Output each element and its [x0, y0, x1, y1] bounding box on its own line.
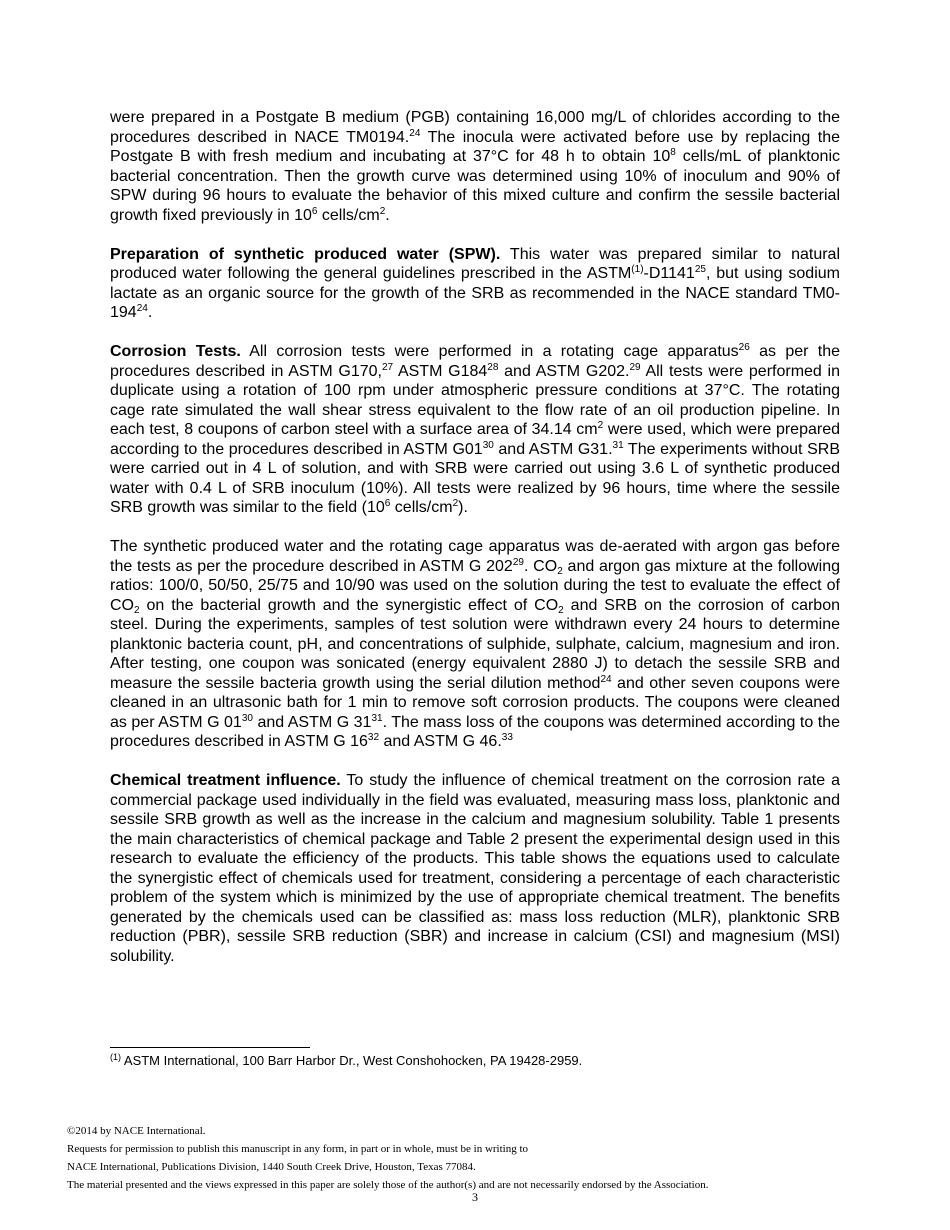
text-run: The experiments without SRB were carried out in 4 L of solution, and with SRB were carried out using 3.6 L of synthetic produced water with 0.4 L of SRB inoculum (10%). All tests were realized by 96 hours, time where the sessile SRB growth was similar to the field (10	[110, 440, 840, 516]
section-heading-corrosion-tests: Corrosion Tests.	[110, 343, 241, 360]
disclaimer-line: The material presented and the views expressed in this paper are solely those of the author(s) and are not necessarily endorsed by the Association.	[67, 1179, 709, 1191]
citation-superscript: 24	[409, 127, 421, 139]
text-run: cells/mL of planktonic bacterial concentration. Then the growth curve was determined using 10% of inoculum and 90% of SPW during 96 hours to evaluate the behavior of this mixed culture and confirm the sessile bacterial growth fixed previously in 10	[110, 148, 841, 224]
citation-superscript: 29	[629, 361, 641, 373]
copyright-block	[67, 1122, 883, 1194]
chemical-subscript: 2	[557, 565, 563, 577]
text-run: . CO	[523, 557, 558, 575]
text-run: .	[147, 304, 153, 321]
copyright-line: ©2014 by NACE International.	[67, 1125, 206, 1137]
footnote	[110, 1052, 840, 1070]
citation-superscript: 30	[482, 439, 494, 451]
permission-line: Requests for permission to publish this manuscript in any form, in part or in whole, must be in writing to	[67, 1143, 529, 1155]
citation-superscript: 31	[371, 712, 383, 724]
footnote-text: ASTM International, 100 Barr Harbor Dr., West Conshohocken, PA 19428-2959.	[121, 1053, 583, 1068]
citation-superscript: 31	[612, 439, 624, 451]
text-run: ASTM G184	[393, 362, 488, 380]
text-run: on the bacterial growth and the synergistic effect of CO	[139, 596, 559, 614]
footnote-divider	[110, 1047, 310, 1048]
text-run: . The mass loss of the coupons was determined according to the procedures described in ASTM G 16	[110, 713, 841, 750]
text-run: as per the procedures described in ASTM G170,	[110, 343, 841, 380]
section-heading-spw: Preparation of synthetic produced water (SPW).	[110, 245, 501, 263]
text-run: ).	[458, 499, 468, 516]
citation-superscript: 33	[501, 732, 513, 743]
document-body	[110, 108, 840, 986]
exponent-superscript: 8	[670, 147, 676, 158]
address-line: NACE International, Publications Division, 1440 South Creek Drive, Houston, Texas 77084.	[67, 1161, 476, 1173]
text-run: , but using sodium lactate as an organic source for the growth of the SRB as recommended in the NACE standard TM0-194	[110, 265, 840, 321]
citation-superscript: 24	[136, 303, 148, 314]
text-run: cells/cm	[390, 499, 453, 516]
citation-superscript: 29	[512, 556, 524, 568]
text-run: and argon gas mixture at the following ratios: 100/0, 50/50, 25/75 and 10/90 was used on the solution during the test to evaluate the effect of CO	[110, 557, 841, 614]
chemical-subscript: 2	[134, 604, 140, 616]
citation-superscript: 24	[600, 673, 612, 685]
citation-superscript: 32	[367, 732, 380, 743]
paragraph-corrosion-tests	[110, 342, 840, 518]
citation-superscript: 30	[241, 712, 253, 724]
exponent-superscript: 2	[597, 420, 604, 431]
paragraph-inocula	[110, 108, 840, 225]
exponent-superscript: 6	[311, 205, 318, 217]
text-run: All corrosion tests were performed in a rotating cage apparatus	[240, 343, 739, 360]
paragraph-deaeration	[110, 537, 840, 752]
text-run: The synthetic produced water and the rotating cage apparatus was de-aerated with argon gas before the tests as per the procedure described in ASTM G 202	[110, 538, 840, 575]
citation-superscript: 28	[487, 361, 499, 373]
text-run: -D1141	[643, 265, 695, 282]
footnote-marker: (1)	[110, 1052, 121, 1062]
chemical-subscript: 2	[558, 604, 564, 616]
paragraph-spw	[110, 245, 840, 323]
paragraph-chemical-treatment	[110, 771, 840, 966]
text-run: The inocula were activated before use by replacing the Postgate B with fresh medium and incubating at 37°C for 48 h to obtain 10	[110, 128, 840, 165]
footnote-marker: (1)	[631, 264, 644, 275]
citation-superscript: 27	[381, 361, 394, 373]
text-run: were used, which were prepared according to the procedures described in ASTM G01	[110, 421, 840, 458]
text-run: and ASTM G 31	[252, 713, 372, 731]
text-run: and ASTM G202.	[498, 362, 630, 380]
page-number: 3	[472, 1190, 478, 1204]
citation-superscript: 26	[738, 342, 750, 353]
text-run: This water was prepared similar to natural produced water following the general guidelines prescribed in the ASTM	[110, 245, 840, 282]
text-run: and other seven coupons were cleaned in an ultrasonic bath for 1 min to remove soft corrosion products. The coupons were cleaned as per ASTM G 01	[110, 674, 840, 731]
exponent-superscript: 2	[452, 498, 459, 509]
text-run: and ASTM G 46.	[379, 733, 502, 750]
exponent-superscript: 6	[384, 498, 391, 509]
text-run: cells/cm	[317, 206, 380, 224]
section-heading-chemical-treatment: Chemical treatment influence.	[110, 772, 341, 789]
text-run: were prepared in a Postgate B medium (PGB) containing 16,000 mg/L of chlorides according to the procedures described in NACE TM0194.	[110, 109, 840, 146]
text-run: To study the influence of chemical treatment on the corrosion rate a commercial package used individually in the field was evaluated, measuring mass loss, planktonic and sessile SRB growth as well as the increase in the calcium and magnesium solubility. Table 1 presents the main characteristics of chemical package and Table 2 present the experimental design used in this research to evaluate the efficiency of the products. This table shows the equations used to calculate the synergistic effect of chemicals used for treatment, considering a percentage of each characteristic problem of the system which is minimized by the use of appropriate chemical treatment. The benefits generated by the chemicals used can be classified as: mass loss reduction (MLR), planktonic SRB reduction (PBR), sessile SRB reduction (SBR) and increase in calcium (CSI) and magnesium (MSI) solubility.	[110, 772, 841, 965]
text-run: .	[385, 206, 390, 224]
text-run: and SRB on the corrosion of carbon steel. During the experiments, samples of test solution were withdrawn every 24 hours to determine planktonic bacteria count, pH, and concentrations of sulphide, sulphate, calcium, magnesium and iron. After testing, one coupon was sonicated (energy equivalent 2880 J) to detach the sessile SRB and measure the sessile bacteria growth using the serial dilution method	[110, 596, 840, 692]
exponent-superscript: 2	[379, 205, 386, 217]
citation-superscript: 25	[694, 264, 706, 275]
text-run: All tests were performed in duplicate using a rotation of 100 rpm under atmospheric pressure conditions at 37°C. The rotating cage rate simulated the wall shear stress equivalent to the flow rate of an oil production pipeline. In each test, 8 coupons of carbon steel with a surface area of 34.14 cm	[110, 362, 841, 438]
text-run: and ASTM G31.	[493, 440, 613, 458]
